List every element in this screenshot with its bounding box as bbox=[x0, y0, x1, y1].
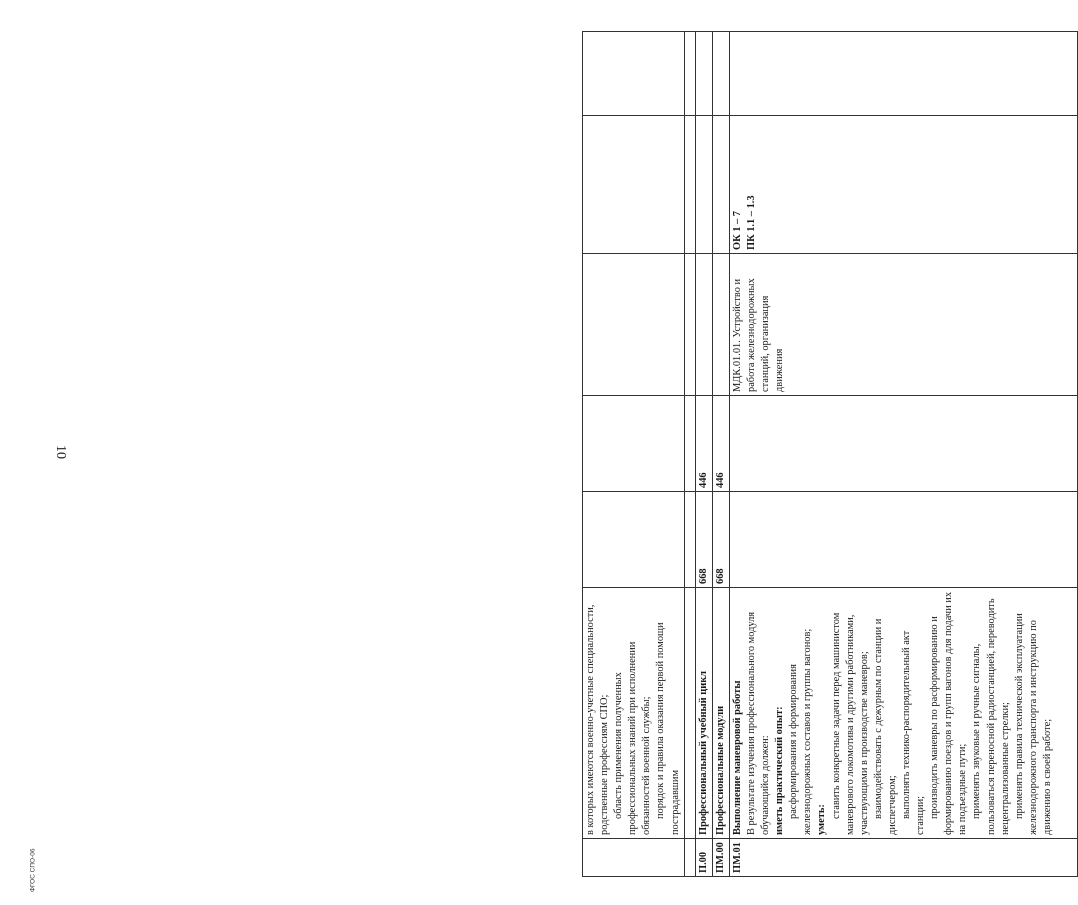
skill-item: ставить конкретные задачи перед машинистом маневрового локомотива и другими работниками, участвующими в производстве маневров; bbox=[830, 612, 870, 835]
intro-line: профессиональных знаний при исполнении bbox=[627, 641, 639, 835]
row-code: П.00 bbox=[695, 839, 712, 877]
module-code: ПМ.01 bbox=[729, 839, 1077, 877]
footer-text: ФГОС СПО-06 bbox=[29, 848, 37, 892]
cell-extra bbox=[583, 32, 685, 116]
cell-mdk bbox=[583, 254, 685, 396]
table-row-gap bbox=[684, 32, 695, 877]
intro-line: область применения полученных bbox=[613, 672, 625, 819]
skill-item: применять правила технической эксплуатации железнодорожного транспорта и инструкцию по движению в своей работе; bbox=[1013, 613, 1053, 835]
cell-intro-text bbox=[583, 588, 685, 839]
cell-hours-max bbox=[583, 492, 685, 588]
competency: ПК 1.1 – 1.3 bbox=[745, 195, 757, 250]
module-intro: В результате изучения профессионального модуля обучающийся должен: bbox=[745, 611, 772, 835]
module-description bbox=[729, 588, 1077, 839]
table-row-pm00 bbox=[712, 32, 729, 877]
mdk-cell: МДК.01.01. Устройство и работа железнодорожных станций, организация движения bbox=[729, 254, 1077, 396]
experience-label: иметь практический опыт: bbox=[774, 706, 786, 835]
row-hours-req: 446 bbox=[712, 396, 729, 492]
row-name: Профессиональные модули bbox=[712, 588, 729, 839]
row-hours-req: 446 bbox=[695, 396, 712, 492]
skill-item: взаимодействовать с дежурным по станции и диспетчером; bbox=[872, 618, 898, 835]
rotated-table-wrapper bbox=[582, 32, 1066, 877]
row-name: Профессиональный учебный цикл bbox=[695, 588, 712, 839]
row-code: ПМ.00 bbox=[712, 839, 729, 877]
footer-label bbox=[26, 780, 40, 900]
table-row-p00 bbox=[695, 32, 712, 877]
row-hours-max: 668 bbox=[712, 492, 729, 588]
skill-item: производить маневры по расформированию и формированию поездов и групп вагонов для подачи их на подъездные пути; bbox=[929, 591, 969, 835]
cell-hours-req bbox=[583, 396, 685, 492]
skills-label: уметь: bbox=[816, 804, 828, 835]
intro-line: в которых имеются военно-учетные специальности, bbox=[585, 604, 596, 835]
curriculum-table bbox=[582, 31, 1078, 877]
intro-line: пострадавшим bbox=[669, 769, 681, 835]
competencies-cell bbox=[729, 116, 1077, 254]
table-row-pm01 bbox=[729, 32, 1077, 877]
page-number-text: 10 bbox=[52, 445, 68, 459]
skill-item: выполнять технико-распорядительный акт станции; bbox=[900, 630, 927, 835]
table-row-intro bbox=[583, 32, 685, 877]
page-number bbox=[50, 437, 70, 467]
cell-competencies bbox=[583, 116, 685, 254]
row-hours-max: 668 bbox=[695, 492, 712, 588]
skill-item: применять звуковые и ручные сигналы, пользоваться переносной радиостанцией, переводить нецентрализованные стрелки; bbox=[971, 598, 1011, 835]
cell-code-empty bbox=[583, 839, 685, 877]
intro-line: родственные профессиям СПО; bbox=[599, 694, 611, 835]
module-title: Выполнение маневровой работы bbox=[731, 680, 743, 835]
intro-line: обязанностей военной службы; bbox=[641, 696, 653, 835]
experience-text: расформирования и формирования железнодорожных составов и группы вагонов; bbox=[788, 628, 814, 835]
competency: ОК 1 – 7 bbox=[731, 211, 743, 250]
intro-line: порядок и правила оказания первой помощи bbox=[655, 622, 667, 819]
